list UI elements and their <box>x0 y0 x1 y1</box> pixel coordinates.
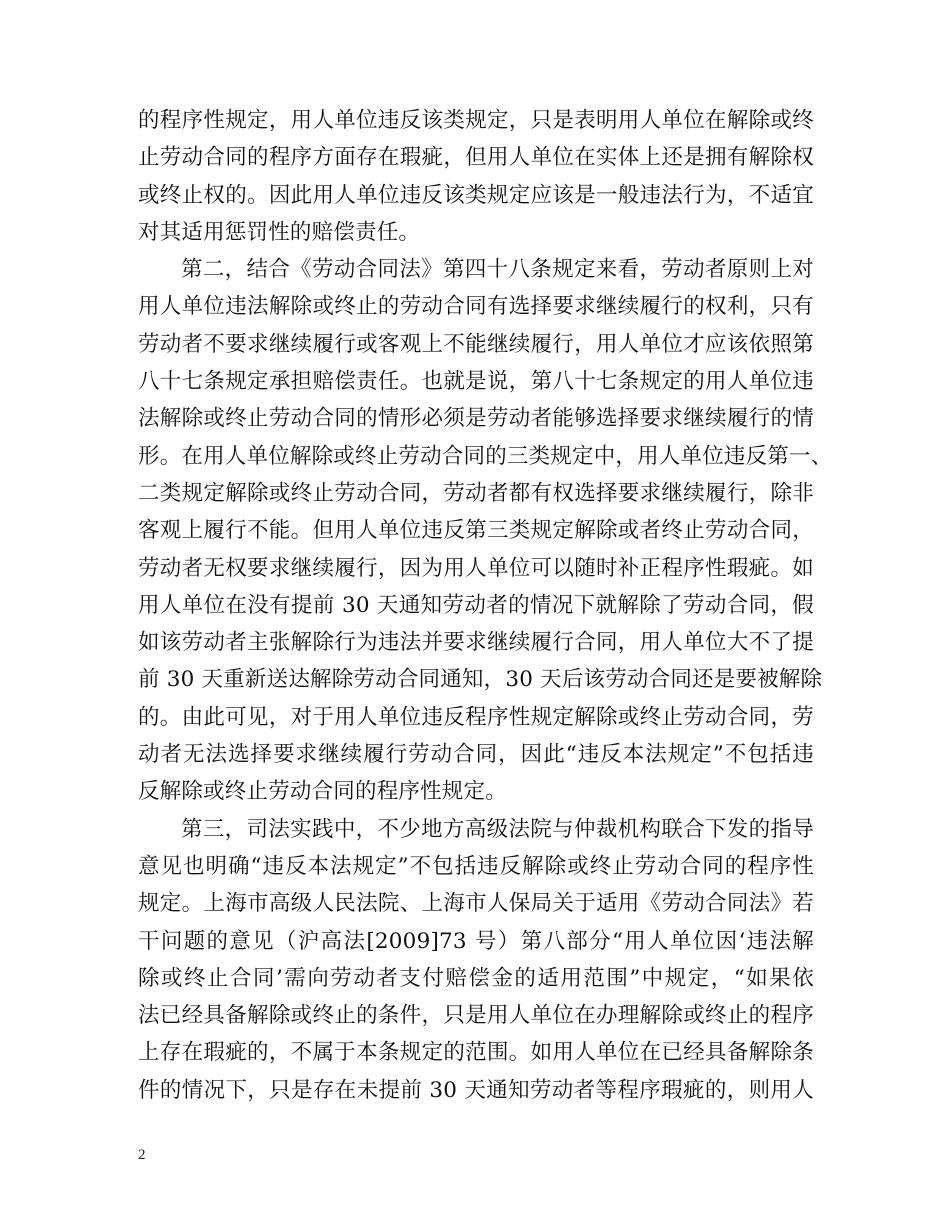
text-line: 除或终止合同’需向劳动者支付赔偿金的适用范围”中规定，“如果依 <box>138 965 814 991</box>
paragraph-2 <box>138 251 833 810</box>
text-line: 劳动者无权要求继续履行，因为用人单位可以随时补正程序性瑕疵。如 <box>138 555 814 581</box>
text-line: 规定。上海市高级人民法院、上海市人保局关于适用《劳动合同法》若 <box>138 891 814 917</box>
paragraph-3 <box>138 811 814 1109</box>
text-line: 或终止权的。因此用人单位违反该类规定应该是一般违法行为，不适宜 <box>138 182 814 208</box>
text-line: 如该劳动者主张解除行为违法并要求继续履行合同，用人单位大不了提 <box>138 630 814 656</box>
text-line: 动者无法选择要求继续履行劳动合同，因此“违反本法规定”不包括违 <box>138 742 814 768</box>
text-line: 形。在用人单位解除或终止劳动合同的三类规定中，用人单位违反第一、 <box>138 443 833 469</box>
text-line: 劳动者不要求继续履行或客观上不能继续履行，用人单位才应该依照第 <box>138 331 814 357</box>
text-line: 的程序性规定，用人单位违反该类规定，只是表明用人单位在解除或终 <box>138 108 814 133</box>
text-line: 客观上履行不能。但用人单位违反第三类规定解除或者终止劳动合同， <box>138 518 814 544</box>
text-line: 用人单位在没有提前 30 天通知劳动者的情况下就解除了劳动合同，假 <box>138 592 814 618</box>
document-body <box>138 102 833 1109</box>
paragraph-1 <box>138 102 814 251</box>
text-line: 第二，结合《劳动合同法》第四十八条规定来看，劳动者原则上对 <box>181 257 814 283</box>
text-line: 干问题的意见（沪高法[2009]73 号）第八部分“用人单位因‘违法解 <box>138 928 814 954</box>
text-line: 第三，司法实践中，不少地方高级法院与仲裁机构联合下发的指导 <box>181 816 814 842</box>
text-line: 用人单位违法解除或终止的劳动合同有选择要求继续履行的权利，只有 <box>138 294 814 320</box>
page-number: 2 <box>138 1147 146 1163</box>
text-line: 法解除或终止劳动合同的情形必须是劳动者能够选择要求继续履行的情 <box>138 406 814 432</box>
text-line: 二类规定解除或终止劳动合同，劳动者都有权选择要求继续履行，除非 <box>138 480 814 506</box>
text-line: 法已经具备解除或终止的条件，只是用人单位在办理解除或终止的程序 <box>138 1003 814 1029</box>
text-line: 件的情况下，只是存在未提前 30 天通知劳动者等程序瑕疵的，则用人 <box>138 1077 814 1103</box>
text-line: 反解除或终止劳动合同的程序性规定。 <box>138 779 507 805</box>
text-line: 八十七条规定承担赔偿责任。也就是说，第八十七条规定的用人单位违 <box>138 369 814 395</box>
text-line: 对其适用惩罚性的赔偿责任。 <box>138 219 421 245</box>
text-line: 止劳动合同的程序方面存在瑕疵，但用人单位在实体上还是拥有解除权 <box>138 145 814 171</box>
text-line: 的。由此可见，对于用人单位违反程序性规定解除或终止劳动合同，劳 <box>138 704 814 730</box>
text-line: 上存在瑕疵的，不属于本条规定的范围。如用人单位在已经具备解除条 <box>138 1040 814 1066</box>
text-line: 前 30 天重新送达解除劳动合同通知，30 天后该劳动合同还是要被解除 <box>138 667 823 693</box>
text-line: 意见也明确“违反本法规定”不包括违反解除或终止劳动合同的程序性 <box>138 853 814 879</box>
